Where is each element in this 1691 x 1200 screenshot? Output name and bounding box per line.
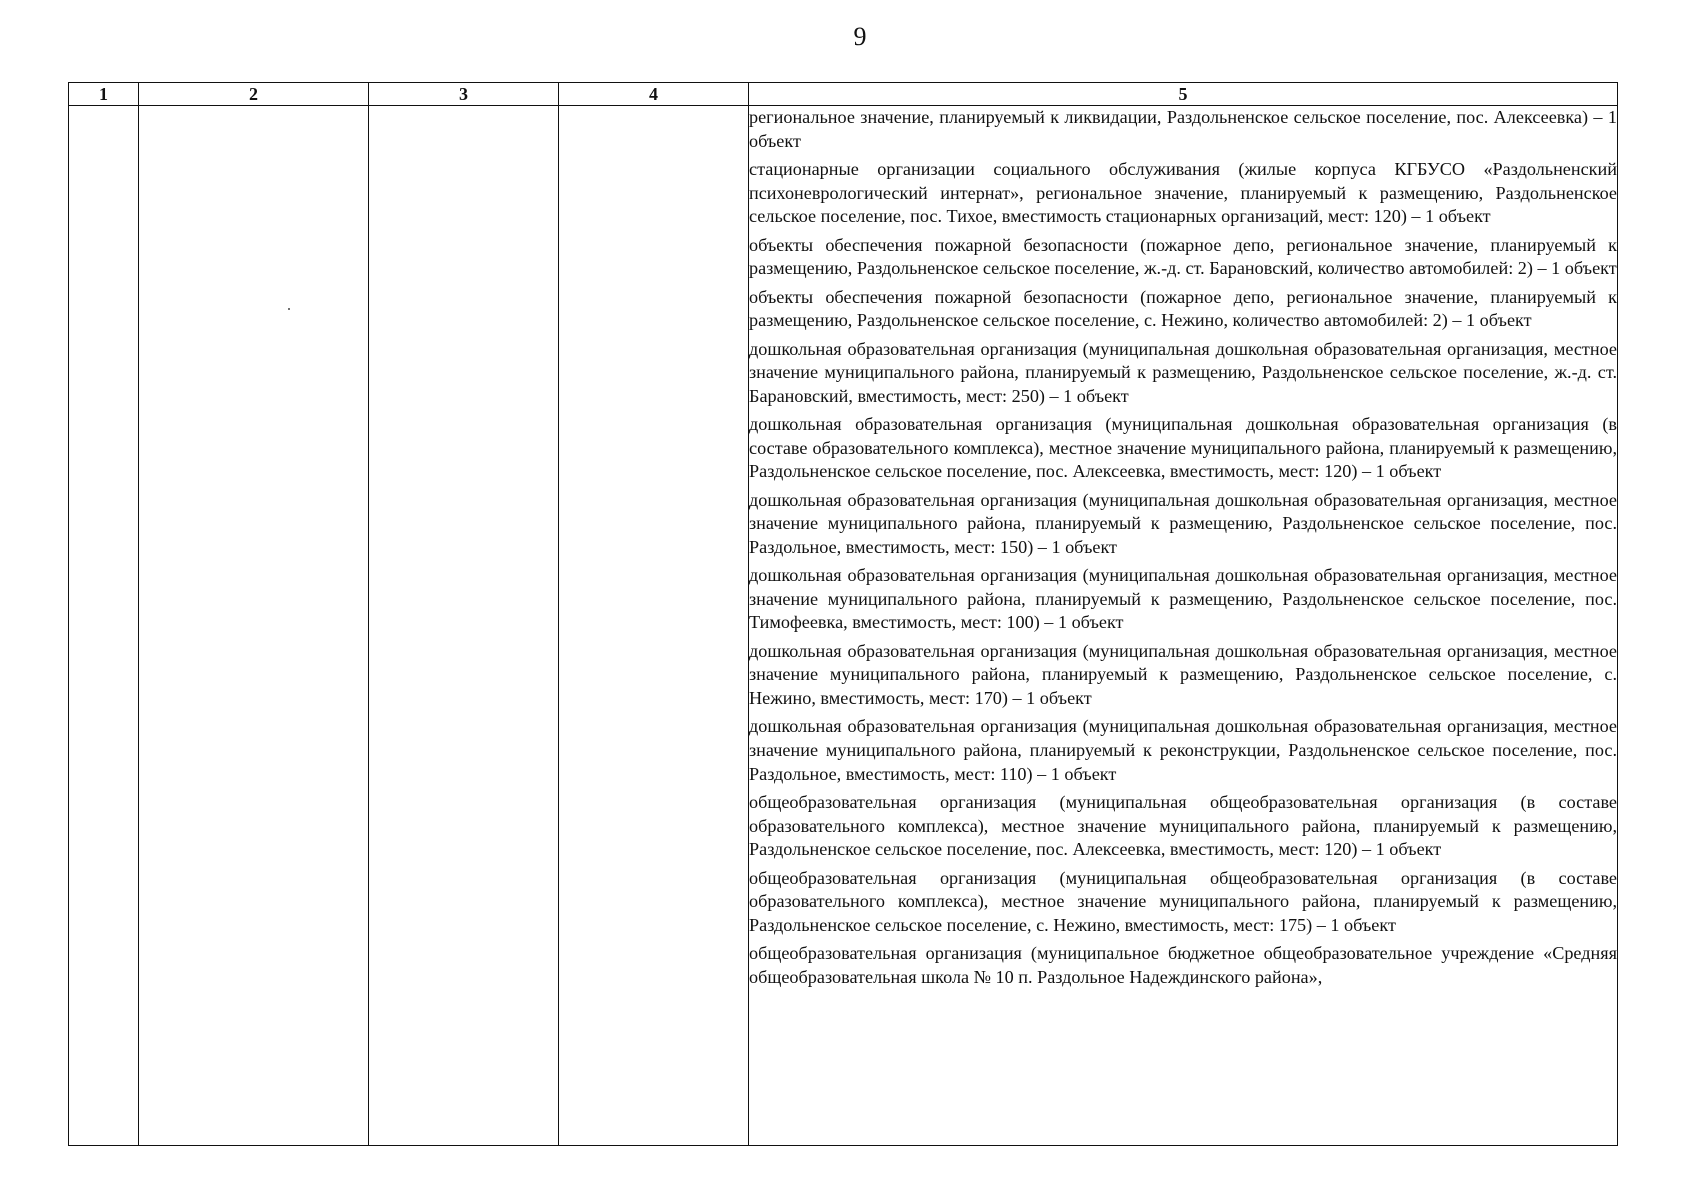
entry-text: стационарные организации социального обслуживания (жилые корпуса КГБУСО «Раздольненский психоневрологический интернат», региональное значение, планируемый к размещению, Раздольненское сельское поселение, пос. Тихое, вместимость стационарных организаций, мест: 120) – 1 объект [749,158,1617,227]
entry-text: объекты обеспечения пожарной безопасности (пожарное депо, региональное значение, планируемый к размещению, Раздольненское сельское поселение, ж.-д. ст. Барановский, количество автомобилей: 2) – 1 объект [749,234,1617,279]
page-number: 9 [853,22,867,51]
entry-text: дошкольная образовательная организация (муниципальная дошкольная образовательная организация (в составе образовательного комплекса), местное значение муниципального района, планируемый к размещению, Раздольненское сельское поселение, пос. Алексеевка, вместимость, мест: 120) – 1 объект [749,414,1617,482]
column-header-3: 3 [369,83,559,106]
cell-col-1 [69,106,139,1146]
cell-col-3 [369,106,559,1146]
column-header-2: 2 [139,83,369,106]
header-row [69,83,1618,106]
table-header [69,83,1618,106]
entry-text: региональное значение, планируемый к ликвидации, Раздольненское сельское поселение, пос. Алексеевка) – 1 объект [749,107,1617,151]
entry-text: общеобразовательная организация (муниципальная общеобразовательная организация (в составе образовательного комплекса), местное значение муниципального района, планируемый к размещению, Раздольненское сельское поселение, пос. Алексеевка, вместимость, мест: 120) – 1 объект [749,792,1617,860]
table-row [69,106,1618,1146]
objects-table [68,82,1618,1146]
column-header-4: 4 [559,83,749,106]
entry-text: дошкольная образовательная организация (муниципальная дошкольная образовательная организация, местное значение муниципального района, планируемый к реконструкции, Раздольненское сельское поселение, пос. Раздольное, вместимость, мест: 110) – 1 объект [749,716,1617,784]
cell-col-2 [139,106,369,1146]
entry-text: дошкольная образовательная организация (муниципальная дошкольная образовательная организация, местное значение муниципального района, планируемый к размещению, Раздольненское сельское поселение, пос. Раздольное, вместимость, мест: 150) – 1 объект [749,489,1617,557]
entry-text: дошкольная образовательная организация (муниципальная дошкольная образовательная организация, местное значение муниципального района, планируемый к размещению, Раздольненское сельское поселение, с. Нежино, вместимость, мест: 170) – 1 объект [749,640,1617,709]
table-body [69,106,1618,1146]
column-header-1: 1 [69,83,139,106]
entry-text: объекты обеспечения пожарной безопасности (пожарное депо, региональное значение, планируемый к размещению, Раздольненское сельское поселение, с. Нежино, количество автомобилей: 2) – 1 объект [749,286,1617,331]
entry-text: общеобразовательная организация (муниципальная общеобразовательная организация (в составе образовательного комплекса), местное значение муниципального района, планируемый к размещению, Раздольненское сельское поселение, с. Нежино, вместимость, мест: 175) – 1 объект [749,867,1617,935]
entry-text: дошкольная образовательная организация (муниципальная дошкольная образовательная организация, местное значение муниципального района, планируемый к размещению, Раздольненское сельское поселение, ж.-д. ст. Барановский, вместимость, мест: 250) – 1 объект [749,338,1617,406]
cell-col-4 [559,106,749,1146]
cell-col-5 [749,106,1618,1146]
scan-speck [288,308,290,310]
entry-text: общеобразовательная организация (муниципальное бюджетное общеобразовательное учреждение «Средняя общеобразовательная школа № 10 п. Раздольное Надеждинского района», [749,943,1617,987]
column-header-5: 5 [749,83,1618,106]
entry-text: дошкольная образовательная организация (муниципальная дошкольная образовательная организация, местное значение муниципального района, планируемый к размещению, Раздольненское сельское поселение, пос. Тимофеевка, вместимость, мест: 100) – 1 объект [749,565,1617,633]
